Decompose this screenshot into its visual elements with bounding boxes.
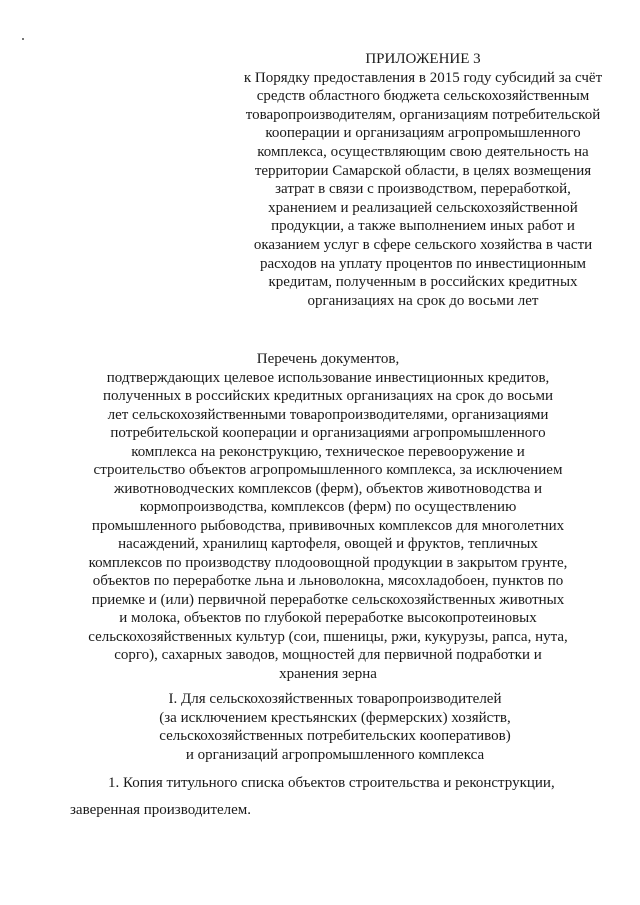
list-item-text-continued: заверенная производителем. xyxy=(70,802,252,818)
section-heading-line: (за исключением крестьянских (фермерских) хозяйств, xyxy=(159,709,511,726)
list-title-line: комплексов по производству плодоовощной продукции в закрытом грунте, xyxy=(88,554,568,571)
appendix-line: хранением и реализацией сельскохозяйственной xyxy=(268,199,578,216)
appendix-line: комплекса, осуществляющим свою деятельность на xyxy=(257,143,589,160)
document-list-title xyxy=(68,350,588,683)
list-title-line: комплекса на реконструкцию, техническое перевооружение и xyxy=(131,443,525,460)
list-title-line: сорго), сахарных заводов, мощностей для первичной подработки и xyxy=(114,647,542,663)
appendix-line: затрат в связи с производством, переработкой, xyxy=(275,181,571,198)
list-title-line: подтверждающих целевое использование инвестиционных кредитов, xyxy=(106,369,550,386)
appendix-line: расходов на уплату процентов по инвестиционным xyxy=(259,255,587,272)
section-heading-line: I. Для сельскохозяйственных товаропроизводителей xyxy=(168,691,502,707)
appendix-line: кооперации и организациям агропромышленного xyxy=(265,125,581,142)
list-title-line: сельскохозяйственных культур (сои, пшеницы, ржи, кукурузы, рапса, нута, xyxy=(88,628,568,645)
list-title-line: приемке и (или) первичной переработке сельскохозяйственных животных xyxy=(91,591,565,608)
appendix-line: продукции, а также выполнением иных работ и xyxy=(271,218,575,235)
list-title-line: объектов по переработке льна и льноволокна, мясохладобоен, пунктов по xyxy=(92,573,564,589)
list-title-line: строительство объектов агропромышленного комплекса, за исключением xyxy=(93,462,563,478)
appendix-line: к Порядку предоставления в 2015 году субсидий за счёт xyxy=(243,69,603,86)
scan-dot xyxy=(22,38,24,40)
list-title-line: насаждений, хранилищ картофеля, овощей и фруктов, тепличных xyxy=(118,536,538,552)
appendix-line: кредитам, полученным в российских кредитных xyxy=(268,274,578,291)
list-item xyxy=(70,775,590,819)
list-title-line: промышленного рыбоводства, прививочных комплексов для многолетних xyxy=(91,517,565,534)
appendix-line: оказанием услуг в сфере сельского хозяйства в части xyxy=(253,236,593,253)
list-title-line: потребительской кооперации и организациями агропромышленного xyxy=(110,425,546,441)
list-title-line: полученных в российских кредитных организациях на срок до восьми xyxy=(102,388,554,404)
list-title-line: кормопроизводства, комплексов (ферм) по осуществлению xyxy=(139,499,517,515)
appendix-line: организациях на срок до восьми лет xyxy=(307,292,539,309)
appendix-line: средств областного бюджета сельскохозяйственным xyxy=(256,88,590,105)
list-item-text: 1. Копия титульного списка объектов строительства и реконструкции, xyxy=(108,775,555,791)
list-title-line: хранения зерна xyxy=(279,665,377,682)
list-title-line: лет сельскохозяйственными товаропроизводителями, организациями xyxy=(107,406,549,423)
appendix-title: ПРИЛОЖЕНИЕ 3 xyxy=(365,51,481,67)
appendix-header xyxy=(228,50,618,310)
section-heading xyxy=(130,690,540,764)
list-title-line: и молока, объектов по глубокой переработке высокопротеиновых xyxy=(119,610,537,626)
list-title-line: животноводческих комплексов (ферм), объектов животноводства и xyxy=(113,480,543,497)
list-title-line: Перечень документов, xyxy=(256,351,400,367)
appendix-line: товаропроизводителям, организациям потребительской xyxy=(245,106,601,123)
appendix-line: территории Самарской области, в целях возмещения xyxy=(254,162,592,179)
section-heading-line: сельскохозяйственных потребительских кооперативов) xyxy=(159,728,511,745)
section-heading-line: и организаций агропромышленного комплекса xyxy=(185,746,485,763)
